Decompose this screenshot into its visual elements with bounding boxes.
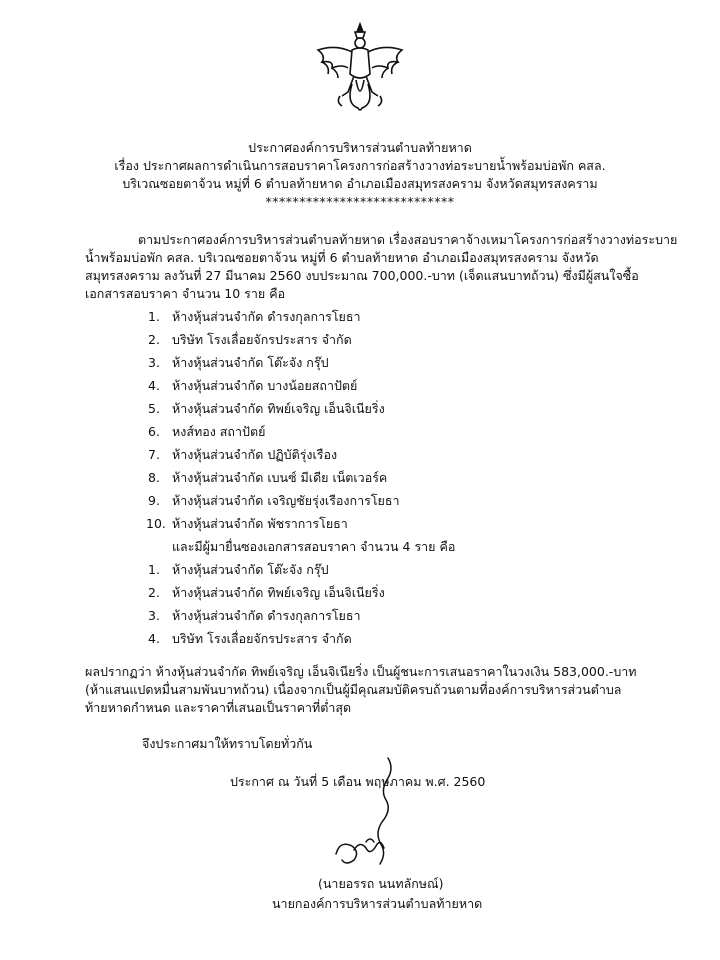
date-line: ประกาศ ณ วันที่ 5 เดือน พฤษภาคม พ.ศ. 2560: [230, 774, 486, 789]
handwritten-signature: [330, 756, 420, 876]
result-line-1: ผลปรากฏว่า ห้างหุ้นส่วนจำกัด ทิพย์เจริญ เอ็นจิเนียริ่ง เป็นผู้ชนะการเสนอราคาในวงเงิน 583,000.-บาท: [85, 664, 637, 679]
document-page: ประกาศองค์การบริหารส่วนตำบลท้ายหาด เรื่อง ประกาศผลการดำเนินการสอบราคาโครงการก่อสร้างวางท่อระบายน้ำพร้อมบ่อพัก คสล. บริเวณซอยตาจ้วน หมู่ที่ 6 ตำบลท้ายหาด อำเภอเมืองสมุทรสงคราม จังหวัดสมุทรสงคราม **************************** ตามประกาศองค์การบริหารส่วนตำบลท้ายหาด เรื่องสอบราคาจ้างเหมาโครงการก่อสร้างวางท่อระบาย น้ำพร้อมบ่อพัก คสล. บริเวณซอยตาจ้วน หมู่ที่ 6 ตำบลท้ายหาด อำเภอเมืองสมุทรสงคราม จังหวัด สมุทรสงคราม ลงวันที่ 27 มีนาคม 2560 งบประมาณ 700,000.-บาท (เจ็ดแสนบาทถ้วน) ซึ่งมีผู้สนใจซื้อ เอกสารสอบราคา จำนวน 10 ราย คือ 1. ห้างหุ้นส่วนจำกัด ดำรงกุลการโยธา 2. บริษัท โรงเลื่อยจักรประสาร จำกัด 3. ห้างหุ้นส่วนจำกัด โต๊ะจัง กรุ๊ป 4. ห้างหุ้นส่วนจำกัด บางน้อยสถาปัตย์ 5. ห้างหุ้นส่วนจำกัด ทิพย์เจริญ เอ็นจิเนียริ่ง 6. หงส์ทอง สถาปัตย์ 7. ห้างหุ้นส่วนจำกัด ปฏิบัติรุ่งเรือง 8. ห้างหุ้นส่วนจำกัด เบนซ์ มีเดีย เน็ตเวอร์ค 9. ห้างหุ้นส่วนจำกัด เจริญชัยรุ่งเรืองการโยธา 10. ห้างหุ้นส่วนจำกัด พัชราการโยธา และมีผู้มายื่นซองเอกสารสอบราคา จำนวน 4 ราย คือ 1. ห้างหุ้นส่วนจำกัด โต๊ะจัง กรุ๊ป 2. ห้างหุ้นส่วนจำกัด ทิพย์เจริญ เอ็นจิเนียริ่ง 3. ห้างหุ้นส่วนจำกัด ดำรงกุลการโยธา 4. บริษัท โรงเลื่อยจักรประสาร จำกัด ผลปรากฏว่า ห้างหุ้นส่วนจำกัด ทิพย์เจริญ เอ็นจิเนียริ่ง เป็นผู้ชนะการเสนอราคาในวงเงิน 583,000.-บาท (ห้าแสนแปดหมื่นสามพันบาทถ้วน) เนื่องจากเป็นผู้มีคุณสมบัติครบถ้วนตามที่องค์การบริหารส่วนตำบล ท้ายหาดกำหนด และราคาที่เสนอเป็นราคาที่ต่ำสุด จึงประกาศมาให้ทราบโดยทั่วกัน ประกาศ ณ วันที่ 5 เดือน พฤษภาคม พ.ศ. 2560 (นายอรรถ นนทลักษณ์) นายกองค์การบริหารส่วนตำบลท้ายหาด: [0, 0, 720, 960]
signer-name: (นายอรรถ นนทลักษณ์): [318, 876, 444, 891]
submitters-intro: และมีผู้มายื่นซองเอกสารสอบราคา จำนวน 4 ราย คือ: [172, 539, 456, 554]
org-title: ประกาศองค์การบริหารส่วนตำบลท้ายหาด: [248, 140, 472, 155]
result-line-3: ท้ายหาดกำหนด และราคาที่เสนอเป็นราคาที่ต่ำสุด: [85, 700, 352, 715]
subject-line-2: บริเวณซอยตาจ้วน หมู่ที่ 6 ตำบลท้ายหาด อำเภอเมืองสมุทรสงคราม จังหวัดสมุทรสงคราม: [122, 176, 598, 191]
para1-line-4: เอกสารสอบราคา จำนวน 10 ราย คือ: [85, 286, 286, 301]
signer-position: นายกองค์การบริหารส่วนตำบลท้ายหาด: [272, 896, 483, 911]
garuda-emblem-icon: [312, 22, 408, 114]
subject-line-1: เรื่อง ประกาศผลการดำเนินการสอบราคาโครงการก่อสร้างวางท่อระบายน้ำพร้อมบ่อพัก คสล.: [114, 158, 606, 173]
para1-line-3: สมุทรสงคราม ลงวันที่ 27 มีนาคม 2560 งบประมาณ 700,000.-บาท (เจ็ดแสนบาทถ้วน) ซึ่งมีผู้สนใจซื้อ: [85, 268, 639, 283]
para1-line-2: น้ำพร้อมบ่อพัก คสล. บริเวณซอยตาจ้วน หมู่ที่ 6 ตำบลท้ายหาด อำเภอเมืองสมุทรสงคราม จังหวัด: [85, 250, 599, 265]
para1-line-1: ตามประกาศองค์การบริหารส่วนตำบลท้ายหาด เรื่องสอบราคาจ้างเหมาโครงการก่อสร้างวางท่อระบาย: [138, 232, 678, 247]
announce-line: จึงประกาศมาให้ทราบโดยทั่วกัน: [142, 736, 313, 751]
separator-stars: ****************************: [265, 194, 455, 209]
result-line-2: (ห้าแสนแปดหมื่นสามพันบาทถ้วน) เนื่องจากเป็นผู้มีคุณสมบัติครบถ้วนตามที่องค์การบริหารส่วนตำบล: [85, 682, 622, 697]
